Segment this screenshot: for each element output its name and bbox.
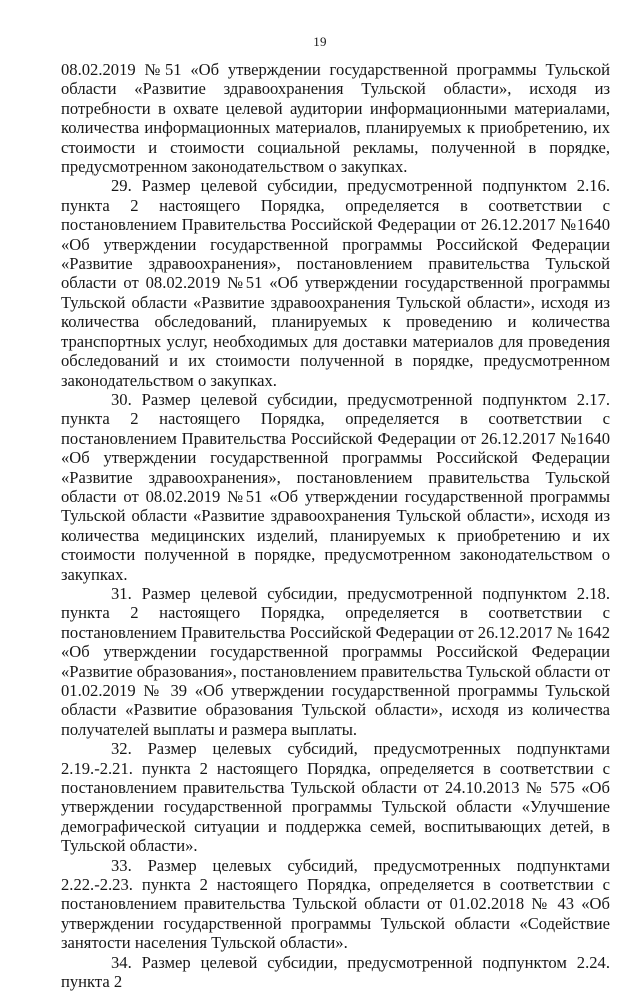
paragraph-item-31: 31. Размер целевой субсидии, предусмотренной подпунктом 2.18. пункта 2 настоящего Порядка, определяется в соответствии с постановлением Правительства Российской Федерации от 26.12.2017 № 1642 «Об утверждении государственной программы Российской Федерации «Развитие образования», постановлением правительства Тульской области от 01.02.2019 № 39 «Об утверждении государственной программы Тульской области «Развитие образования Тульской области», исходя из количества получателей выплаты и размера выплаты. <box>61 583 610 739</box>
paragraph-item-32: 32. Размер целевых субсидий, предусмотренных подпунктами 2.19.-2.21. пункта 2 настоящего Порядка, определяется в соответствии с постановлением правительства Тульской области от 24.10.2013 № 575 «Об утверждении государственной программы Тульской области «Улучшение демографической ситуации и поддержка семей, воспитывающих детей, в Тульской области». <box>61 739 610 856</box>
paragraph-item-34: 34. Размер целевой субсидии, предусмотренной подпунктом 2.24. пункта 2 <box>61 952 610 992</box>
paragraph-item-29: 29. Размер целевой субсидии, предусмотренной подпунктом 2.16. пункта 2 настоящего Порядка, определяется в соответствии с постановлением Правительства Российской Федерации от 26.12.2017 №1640 «Об утверждении государственной программы Российской Федерации «Развитие здравоохранения», постановлением правительства Тульской области от 08.02.2019 №51 «Об утверждении государственной программы Тульской области «Развитие здравоохранения Тульской области», исходя из количества обследований, планируемых к проведению и количества транспортных услуг, необходимых для доставки материалов для проведения обследований и их стоимости полученной в порядке, предусмотренном законодательством о закупках. <box>61 176 610 390</box>
paragraph-item-30: 30. Размер целевой субсидии, предусмотренной подпунктом 2.17. пункта 2 настоящего Порядка, определяется в соответствии с постановлением Правительства Российской Федерации от 26.12.2017 №1640 «Об утверждении государственной программы Российской Федерации «Развитие здравоохранения», постановлением правительства Тульской области от 08.02.2019 №51 «Об утверждении государственной программы Тульской области «Развитие здравоохранения Тульской области», исходя из количества медицинских изделий, планируемых к приобретению и их стоимости полученной в порядке, предусмотренном законодательством о закупках. <box>61 389 610 584</box>
paragraph-item-33: 33. Размер целевых субсидий, предусмотренных подпунктами 2.22.-2.23. пункта 2 настоящего Порядка, определяется в соответствии с постановлением правительства Тульской области от 01.02.2018 № 43 «Об утверждении государственной программы Тульской области «Содействие занятости населения Тульской области». <box>61 855 610 953</box>
document-body <box>61 60 610 992</box>
paragraph-continuation: 08.02.2019 №51 «Об утверждении государственной программы Тульской области «Развитие здравоохранения Тульской области», исходя из потребности в охвате целевой аудитории информационными материалами, количества информационных материалов, планируемых к приобретению, их стоимости и стоимости социальной рекламы, полученной в порядке, предусмотренном законодательством о закупках. <box>61 60 610 177</box>
page-number: 19 <box>313 34 327 49</box>
